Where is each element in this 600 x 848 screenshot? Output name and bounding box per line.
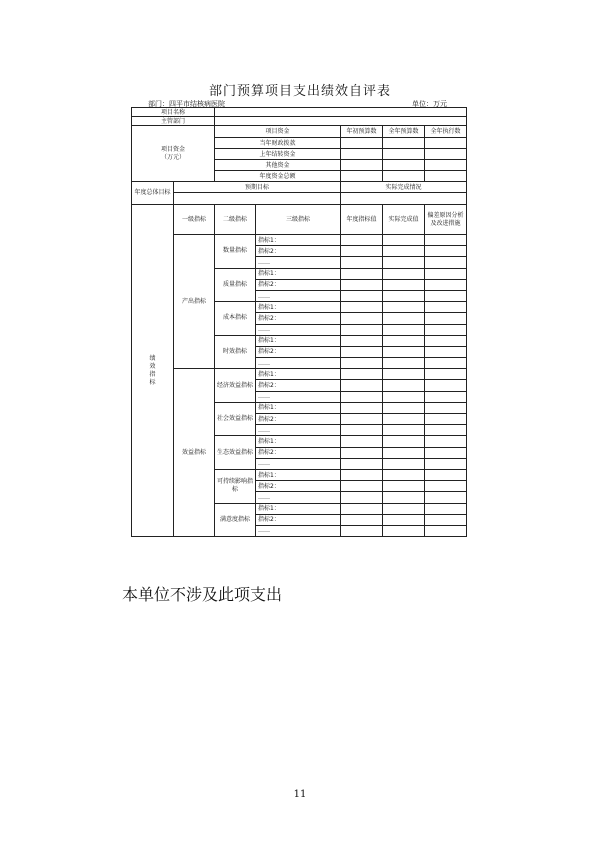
indicator-value-cell xyxy=(341,257,383,268)
third-level-indicator: …… xyxy=(256,257,341,268)
indicator-value-cell xyxy=(341,458,383,469)
funds-header: 全年预算数 xyxy=(383,126,425,138)
third-level-indicator: 指标2： xyxy=(256,514,341,525)
indicator-value-cell xyxy=(425,257,467,268)
indicator-value-cell xyxy=(425,346,467,357)
indicator-value-cell xyxy=(383,290,425,301)
form-title: 部门预算项目支出绩效自评表 xyxy=(208,84,391,99)
indicator-value-cell xyxy=(425,402,467,413)
indicator-value-cell xyxy=(425,235,467,246)
indicator-value-cell xyxy=(341,436,383,447)
funds-header: 全年执行数 xyxy=(425,126,467,138)
indicator-value-cell xyxy=(341,402,383,413)
perf-header: 二级指标 xyxy=(215,205,256,235)
second-level-indicator: 可持续影响指标 xyxy=(215,469,256,503)
indicator-value-cell xyxy=(383,257,425,268)
indicator-value-cell xyxy=(383,425,425,436)
indicator-value-cell xyxy=(341,268,383,279)
indicator-value-cell xyxy=(383,235,425,246)
indicator-value-cell xyxy=(341,469,383,480)
indicator-value-cell xyxy=(341,369,383,380)
third-level-indicator: 指标1： xyxy=(256,302,341,313)
indicator-value-cell xyxy=(383,335,425,346)
third-level-indicator: 指标1： xyxy=(256,503,341,514)
third-level-indicator: …… xyxy=(256,525,341,536)
indicator-value-cell xyxy=(341,335,383,346)
indicator-value-cell xyxy=(383,458,425,469)
indicator-value-cell xyxy=(425,503,467,514)
indicator-value-cell xyxy=(383,279,425,290)
third-level-indicator: 指标2： xyxy=(256,380,341,391)
indicator-value-cell xyxy=(341,525,383,536)
indicator-value-cell xyxy=(425,279,467,290)
indicator-value-cell xyxy=(425,335,467,346)
funds-row-label: 当年财政拨款 xyxy=(215,138,341,149)
indicator-value-cell xyxy=(383,436,425,447)
indicator-value-cell xyxy=(383,302,425,313)
second-level-indicator: 生态效益指标 xyxy=(215,436,256,470)
indicator-value-cell xyxy=(341,290,383,301)
third-level-indicator: 指标1： xyxy=(256,369,341,380)
indicator-value-cell xyxy=(383,380,425,391)
indicator-value-cell xyxy=(425,492,467,503)
indicator-value-cell xyxy=(341,503,383,514)
funds-row-label: 上年结转资金 xyxy=(215,149,341,160)
third-level-indicator: …… xyxy=(256,458,341,469)
indicator-value-cell xyxy=(341,414,383,425)
indicator-value-cell xyxy=(341,481,383,492)
indicator-value-cell xyxy=(383,369,425,380)
indicator-value-cell xyxy=(341,425,383,436)
indicator-value-cell xyxy=(383,313,425,324)
indicator-value-cell xyxy=(425,369,467,380)
indicator-value-cell xyxy=(383,346,425,357)
second-level-indicator: 经济效益指标 xyxy=(215,369,256,403)
indicator-value-cell xyxy=(383,358,425,369)
perf-header: 偏差原因分析及改进措施 xyxy=(425,205,467,235)
funds-row-label: 其他资金 xyxy=(215,160,341,171)
indicator-value-cell xyxy=(341,447,383,458)
actual-goal-value xyxy=(341,193,467,205)
third-level-indicator: …… xyxy=(256,324,341,335)
indicator-value-cell xyxy=(425,481,467,492)
funds-row-label: 年度资金总额 xyxy=(215,171,341,182)
indicator-value-cell xyxy=(341,391,383,402)
indicator-value-cell xyxy=(425,313,467,324)
indicator-value-cell xyxy=(341,358,383,369)
third-level-indicator: 指标2： xyxy=(256,481,341,492)
perf-header: 年度指标值 xyxy=(341,205,383,235)
indicator-value-cell xyxy=(383,503,425,514)
third-level-indicator: 指标2： xyxy=(256,447,341,458)
indicator-value-cell xyxy=(425,246,467,257)
indicator-value-cell xyxy=(341,246,383,257)
third-level-indicator: 指标1： xyxy=(256,469,341,480)
no-expenditure-note: 本单位不涉及此项支出 xyxy=(122,585,283,604)
indicator-value-cell xyxy=(383,402,425,413)
expected-goal-value xyxy=(174,193,341,205)
project-name-value xyxy=(215,108,467,117)
indicator-value-cell xyxy=(425,525,467,536)
third-level-indicator: 指标1： xyxy=(256,235,341,246)
third-level-indicator: …… xyxy=(256,358,341,369)
perf-header: 一级指标 xyxy=(174,205,215,235)
year-goal-label: 年度总体目标 xyxy=(132,182,174,205)
third-level-indicator: 指标1： xyxy=(256,335,341,346)
indicator-value-cell xyxy=(425,324,467,335)
indicator-value-cell xyxy=(383,246,425,257)
indicator-value-cell xyxy=(425,425,467,436)
indicator-value-cell xyxy=(425,514,467,525)
supervising-dept-value xyxy=(215,117,467,126)
actual-goal-header: 实际完成情况 xyxy=(341,182,467,193)
indicator-value-cell xyxy=(341,324,383,335)
indicator-value-cell xyxy=(425,458,467,469)
indicator-value-cell xyxy=(341,514,383,525)
third-level-indicator: 指标2： xyxy=(256,279,341,290)
performance-evaluation-table xyxy=(131,107,467,537)
indicator-value-cell xyxy=(383,514,425,525)
indicator-value-cell xyxy=(425,436,467,447)
project-funds-label: 项目资金 （万元） xyxy=(132,126,215,182)
indicator-value-cell xyxy=(425,380,467,391)
funds-header: 年初预算数 xyxy=(341,126,383,138)
indicator-value-cell xyxy=(383,525,425,536)
indicator-value-cell xyxy=(341,302,383,313)
indicator-value-cell xyxy=(425,358,467,369)
perf-header: 实际完成值 xyxy=(383,205,425,235)
indicator-value-cell xyxy=(341,235,383,246)
page-number: 11 xyxy=(293,789,307,800)
indicator-value-cell xyxy=(341,279,383,290)
indicator-value-cell xyxy=(383,447,425,458)
indicator-value-cell xyxy=(383,414,425,425)
third-level-indicator: 指标1： xyxy=(256,402,341,413)
indicator-value-cell xyxy=(341,492,383,503)
indicator-value-cell xyxy=(383,469,425,480)
third-level-indicator: 指标2： xyxy=(256,313,341,324)
third-level-indicator: 指标2： xyxy=(256,414,341,425)
indicator-value-cell xyxy=(383,324,425,335)
second-level-indicator: 社会效益指标 xyxy=(215,402,256,436)
indicator-value-cell xyxy=(341,313,383,324)
indicator-value-cell xyxy=(425,290,467,301)
indicator-value-cell xyxy=(383,492,425,503)
indicator-value-cell xyxy=(425,302,467,313)
performance-indicators-label: 绩 效 指 标 xyxy=(132,205,174,537)
first-level-indicator: 产出指标 xyxy=(174,235,215,369)
indicator-value-cell xyxy=(341,346,383,357)
unit-label: 单位：万元 xyxy=(412,100,447,108)
indicator-value-cell xyxy=(383,481,425,492)
project-name-label: 项目名称 xyxy=(132,108,215,117)
third-level-indicator: …… xyxy=(256,391,341,402)
indicator-value-cell xyxy=(425,469,467,480)
funds-header: 项目资金 xyxy=(215,126,341,138)
third-level-indicator: 指标2： xyxy=(256,246,341,257)
supervising-dept-label: 主管部门 xyxy=(132,117,215,126)
second-level-indicator: 数量指标 xyxy=(215,235,256,269)
indicator-value-cell xyxy=(425,391,467,402)
expected-goal-header: 预期目标 xyxy=(174,182,341,193)
third-level-indicator: …… xyxy=(256,492,341,503)
third-level-indicator: …… xyxy=(256,290,341,301)
third-level-indicator: 指标2： xyxy=(256,346,341,357)
second-level-indicator: 成本指标 xyxy=(215,302,256,336)
indicator-value-cell xyxy=(425,447,467,458)
indicator-value-cell xyxy=(383,391,425,402)
second-level-indicator: 满意度指标 xyxy=(215,503,256,537)
department-label: 部门：四平市结核病医院 xyxy=(148,100,225,108)
indicator-value-cell xyxy=(383,268,425,279)
perf-header: 三级指标 xyxy=(256,205,341,235)
third-level-indicator: 指标1： xyxy=(256,268,341,279)
indicator-value-cell xyxy=(425,268,467,279)
third-level-indicator: 指标1： xyxy=(256,436,341,447)
indicator-value-cell xyxy=(341,380,383,391)
third-level-indicator: …… xyxy=(256,425,341,436)
second-level-indicator: 时效指标 xyxy=(215,335,256,369)
indicator-value-cell xyxy=(425,414,467,425)
second-level-indicator: 质量指标 xyxy=(215,268,256,302)
first-level-indicator: 效益指标 xyxy=(174,369,215,537)
